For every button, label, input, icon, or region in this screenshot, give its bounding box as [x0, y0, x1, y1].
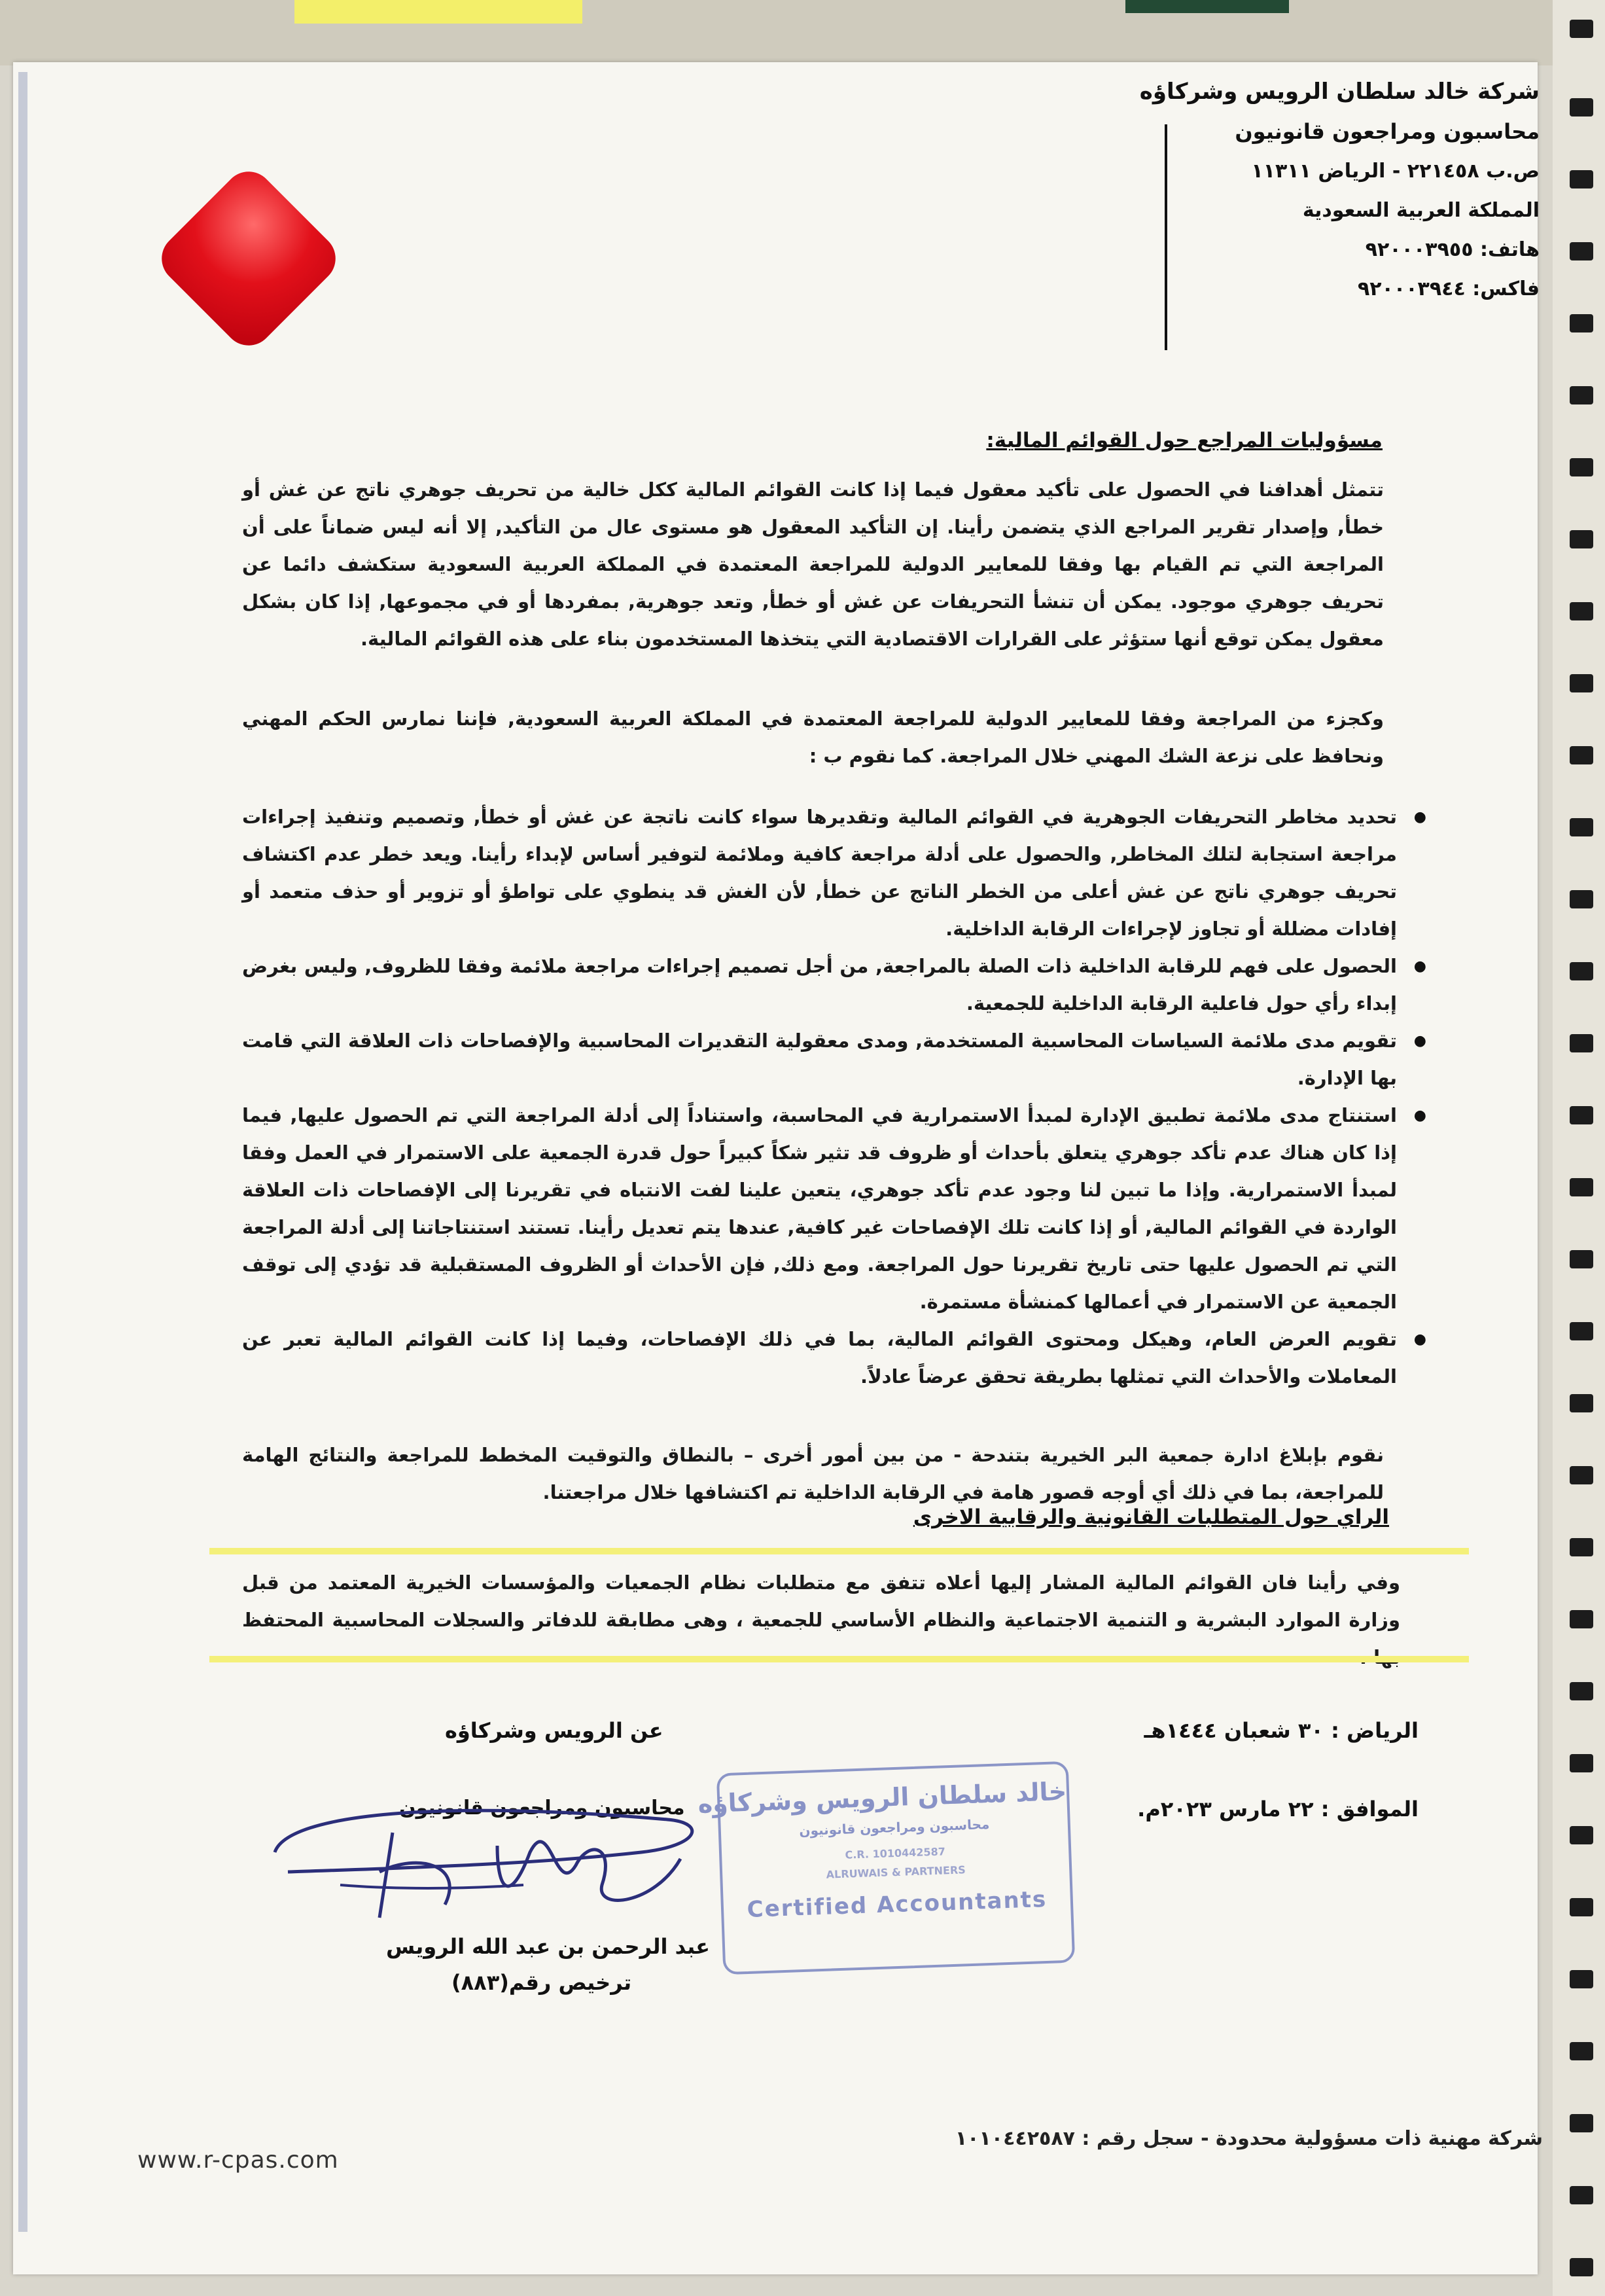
- company-phone: هاتف: ٩٢٠٠٠٣٩٥٥: [1365, 238, 1540, 261]
- footer-legal-note: شركة مهنية ذات مسؤولية محدودة - سجل رقم : ١٠١٠٤٤٢٥٨٧: [955, 2127, 1543, 2150]
- stamp-company-name: خالد سلطان الرويس وشركاؤه: [697, 1776, 1067, 1819]
- binding-ring: [1570, 1466, 1593, 1484]
- company-stamp: [697, 1761, 1075, 1975]
- binding-ring: [1570, 314, 1593, 332]
- paragraph-communication: نقوم بإبلاغ ادارة جمعية البر الخيرية بتندحة - من بين أمور أخرى – بالنطاق والتوقيت المخطط للمراجعة والنتائج الهامة للمراجعة، بما في ذلك أي أوجه قصور هامة في الرقابة الداخلية تم اكتشافها خلال مراجعتنا.: [242, 1444, 1384, 1503]
- header-divider: [1165, 124, 1167, 350]
- sticky-note: [294, 0, 582, 24]
- binding-ring: [1570, 1394, 1593, 1412]
- binding-ring: [1570, 2114, 1593, 2132]
- binding-ring: [1570, 1178, 1593, 1196]
- list-item: ● تحديد مخاطر التحريفات الجوهرية في القوائم المالية وتقديرها سواء كانت ناتجة عن غش أو خطأ, وتصميم وتنفيذ إجراءات مراجعة استجابة لتلك المخاطر, والحصول على أدلة مراجعة كافية وملائمة لتوفير أساس لإبداء رأينا. ويعد خطر عدم اكتشاف تحريف جوهري ناتج عن غش أعلى من الخطر الناتج عن خطأ, لأن الغش قد ينطوي على تواطؤ أو تزوير أو حذف متعمد أو إفادات مضللة أو تجاوز لإجراءات الرقابة الداخلية.: [242, 798, 1426, 948]
- handwritten-signature: [249, 1774, 720, 1937]
- signature-profession: محاسبون ومراجعون قانونيون: [399, 1797, 685, 1820]
- binding-ring: [1570, 962, 1593, 980]
- binding-ring: [1570, 1106, 1593, 1124]
- binding-ring: [1570, 98, 1593, 117]
- stamp-english-name: ALRUWAIS & PARTNERS: [826, 1863, 966, 1881]
- signature-place-date: الرياض : ٣٠ شعبان ١٤٤٤هـ: [1144, 1718, 1419, 1743]
- paragraph-opinion: وفي رأينا فان القوائم المالية المشار إليها أعلاه تتفق مع متطلبات نظام الجمعيات والمؤسسات الخيرية المعتمد من قبل وزارة الموارد البشرية و التنمية الاجتماعية والنظام الأساسي للجمعية ، وهى مطابقة للدفاتر والسجلات المحاسبية المحتفظ: [242, 1571, 1400, 1631]
- binding-ring: [1570, 1682, 1593, 1700]
- signer-license: ترخيص رقم(٨٨٣): [451, 1970, 632, 1995]
- signature-corresponding-date: الموافق : ٢٢ مارس ٢٠٢٣م.: [1137, 1797, 1419, 1821]
- company-profession: محاسبون ومراجعون قانونيون: [1235, 119, 1540, 144]
- binding-ring: [1570, 386, 1593, 404]
- company-fax: فاكس: ٩٢٠٠٠٣٩٤٤: [1358, 278, 1540, 300]
- highlight-bar: [209, 1548, 1469, 1554]
- signature-on-behalf: عن الرويس وشركاؤه: [445, 1718, 663, 1743]
- highlight-bar: [209, 1656, 1469, 1662]
- list-item: ● تقويم مدى ملائمة السياسات المحاسبية المستخدمة, ومدى معقولية التقديرات المحاسبية والإفصاحات ذات العلاقة التي قامت بها الإدارة.: [242, 1022, 1426, 1097]
- company-name: شركة خالد سلطان الرويس وشركاؤه: [1139, 79, 1540, 105]
- binding-ring: [1570, 818, 1593, 836]
- section-title: مسؤوليات المراجع حول القوائم المالية:: [986, 429, 1383, 452]
- company-country: المملكة العربية السعودية: [1302, 199, 1540, 222]
- stamp-profession: محاسبون ومراجعون قانونيون: [798, 1816, 990, 1839]
- binding-ring: [1570, 2042, 1593, 2060]
- binding-ring: [1570, 2258, 1593, 2276]
- scan-top-strip: [0, 0, 1605, 65]
- binding-ring: [1570, 2186, 1593, 2204]
- spiral-binding: [1553, 0, 1605, 2296]
- company-po-box: ص.ب ٢٢١٤٥٨ - الرياض ١١٣١١: [1251, 160, 1540, 183]
- list-item: ● استنتاج مدى ملائمة تطبيق الإدارة لمبدأ الاستمرارية في المحاسبة، واستناداً إلى أدلة المراجعة التي تم الحصول عليها, فيما إذا كان هناك عدم تأكد جوهري يتعلق بأحداث أو ظروف قد تثير شكاً كبيراً حول قدرة الجمعية على الاستمرار في العمل وفقا لمبدأ الاستمرارية. وإذا ما تبين لنا وجود عدم تأكد جوهري، يتعين علينا لفت الانتباه في تقريرنا إلى الإفصاحات ذات العلاقة الواردة في القوائم المالية, أو إذا كانت تلك الإفصاحات غير كافية, عندها يتم تعديل رأينا. تستند استنتاجاتنا إلى أدلة المراجعة التي تم الحصول عليها حتى تاريخ تقريرنا حول المراجعة. ومع ذلك, فإن الأحداث أو الظروف المستقبلية قد تؤدي إلى توقف الجمعية عن الاستمرار في أعمالها كمنشأة مستمرة.: [242, 1097, 1426, 1321]
- binding-ring: [1570, 242, 1593, 260]
- binding-ring: [1570, 674, 1593, 692]
- section-title-legal: الراي حول المتطلبات القانونية والرقابية الاخرى: [913, 1505, 1389, 1529]
- list-item: ● الحصول على فهم للرقابة الداخلية ذات الصلة بالمراجعة, من أجل تصميم إجراءات مراجعة ملائمة وفقا للظروف, وليس بغرض إبداء رأي حول فاعلية الرقابة الداخلية للجمعية.: [242, 948, 1426, 1022]
- binding-ring: [1570, 890, 1593, 908]
- binding-ring: [1570, 1754, 1593, 1772]
- binding-ring: [1570, 1970, 1593, 1988]
- binding-ring: [1570, 1898, 1593, 1916]
- binding-ring: [1570, 20, 1593, 38]
- paragraph-scope: وكجزء من المراجعة وفقا للمعايير الدولية للمراجعة المعتمدة في المملكة العربية السعودية, فإننا نمارس الحكم المهني ونحافظ على نزعة الشك المهني خلال المراجعة. كما نقوم ب :: [242, 708, 1384, 767]
- list-item: ● تقويم العرض العام، وهيكل ومحتوى القوائم المالية، بما في ذلك الإفصاحات، وفيما إذا كانت القوائم المالية تعبر عن المعاملات والأحداث التي تمثلها بطريقة تحقق عرضاً عادلاً.: [242, 1321, 1426, 1395]
- scan-edge-object: [1125, 0, 1289, 13]
- binding-ring: [1570, 530, 1593, 548]
- binding-ring: [1570, 746, 1593, 764]
- binding-ring: [1570, 1826, 1593, 1844]
- signer-name: عبد الرحمن بن عبد الله الرويس: [386, 1934, 711, 1959]
- binding-ring: [1570, 602, 1593, 620]
- stamp-english-title: Certified Accountants: [747, 1886, 1048, 1923]
- page-left-edge: [18, 72, 27, 2232]
- binding-ring: [1570, 1322, 1593, 1340]
- binding-ring: [1570, 1250, 1593, 1268]
- binding-ring: [1570, 1610, 1593, 1628]
- binding-ring: [1570, 458, 1593, 476]
- binding-ring: [1570, 1538, 1593, 1556]
- footer-website-link[interactable]: www.r-cpas.com: [137, 2147, 339, 2174]
- binding-ring: [1570, 1034, 1593, 1052]
- responsibilities-list: [242, 798, 1426, 1395]
- company-header: [1042, 79, 1540, 340]
- binding-ring: [1570, 170, 1593, 188]
- stamp-cr-number: C.R. 1010442587: [845, 1845, 946, 1861]
- paragraph-objectives: تتمثل أهدافنا في الحصول على تأكيد معقول فيما إذا كانت القوائم المالية ككل خالية من تحريف جوهري ناتج عن غش أو خطأ, وإصدار تقرير المراجع الذي يتضمن رأينا. إن التأكيد المعقول هو مستوى عال من التأكيد, إلا أنه ليس ضماناً على أن المراجعة التي تم القيام بها وفقا للمعايير الدولية للمراجعة المعتمدة في المملكة العربية السعودية ستكشف دائما عن تحريف جوهري موجود. يمكن أن تنشأ التحريفات عن غش أو خطأ, وتعد جوهرية, بمفردها أو في مجموعها, إذا كان بشكل معقول يمكن توقع أنها ستؤثر على القرارات الاقتصادية التي يتخذها المستخدمون بناء على هذه القوائم المالية.: [242, 478, 1384, 650]
